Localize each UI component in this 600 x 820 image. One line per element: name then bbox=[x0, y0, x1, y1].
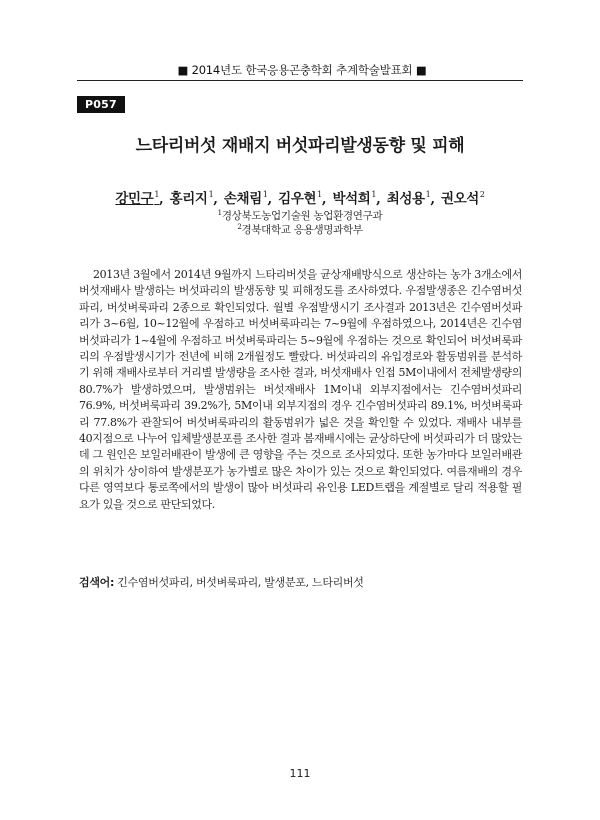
author-affiliation-mark: 1 bbox=[154, 190, 160, 199]
header-rule bbox=[77, 80, 523, 81]
affiliation bbox=[60, 208, 540, 223]
abstract-body: 2013년 3월에서 2014년 9월까지 느타리버섯을 균상재배방식으로 생산하는 농가 3개소에서 버섯재배사 발생하는 버섯파리의 발생동향 및 피해정도를 조사하였다. 우점발생종은 긴수염버섯파리, 버섯벼룩파리 2종으로 확인되었다. 월별 우점발생시기 조사결과 2013년은 긴수염버섯파리가 3~6월, 10~12월에 우점하고 버섯벼룩파리는 7~9월에 우점하였으나, 2014년은 긴수염버섯파리가 1~4월에 우점하고 버섯벼룩파리는 5~9월에 우점하는 것으로 확인되어 버섯벼룩파리의 우점발생시기가 전년에 비해 2개월정도 빨랐다. 버섯파리의 유입경로와 활동범위를 분석하기 위해 재배사로부터 거리별 발생량을 조사한 결과, 버섯재배사 인접 5M이내에서 전체발생량의 80.7%가 발생하였으며, 발생범위는 버섯재배사 1M이내 외부지점에서는 긴수염버섯파리 76.9%, 버섯벼룩파리 39.2%가, 5M이내 외부지점의 경우 긴수염버섯파리 89.1%, 버섯벼룩파리 77.8%가 관찰되어 버섯벼룩파리의 활동범위가 넓은 것을 확인할 수 있었다. 재배사 내부를 40지점으로 나누어 입체발생분포를 조사한 결과 봄재배시에는 균상하단에 버섯파리가 더 많았는데 그 원인은 보일러배관이 발생에 큰 영향을 주는 것으로 조사되었다. 또한 농가마다 보일러배관의 위치가 상이하여 발생분포가 농가별로 많은 차이가 있는 것으로 확인되었다. 여름재배의 경우 다른 영역보다 통로쪽에서의 발생이 많아 버섯파리 유인용 LED트랩을 계절별로 달리 적용할 필요가 있을 것으로 판단되었다. bbox=[79, 268, 522, 511]
author-name: 김우현 bbox=[278, 191, 317, 207]
keywords-label: 검색어: bbox=[79, 576, 115, 589]
author-name: 박석희 bbox=[332, 191, 371, 207]
author bbox=[387, 191, 431, 207]
author bbox=[441, 191, 485, 207]
author bbox=[115, 191, 159, 207]
conference-header: ■ 2014년도 한국응용곤충학회 추계학술발표회 ■ bbox=[177, 63, 427, 77]
poster-id-badge: P057 bbox=[77, 96, 125, 113]
author-name: 홍리지 bbox=[169, 191, 208, 207]
author bbox=[224, 191, 268, 207]
author-name: 손채림 bbox=[223, 191, 262, 207]
affiliation-text: 경북대학교 응용생명과학부 bbox=[241, 224, 363, 236]
author bbox=[332, 191, 376, 207]
author-affiliation-mark: 1 bbox=[317, 190, 322, 199]
affiliation-text: 경상북도농업기술원 농업환경연구과 bbox=[221, 210, 383, 222]
author bbox=[278, 191, 322, 207]
author-name: 강민구 bbox=[115, 191, 154, 207]
paper-title: 느타리버섯 재배지 버섯파리발생동향 및 피해 bbox=[135, 136, 465, 156]
affiliation-mark: 2 bbox=[237, 223, 242, 231]
author-name: 권오석 bbox=[440, 191, 479, 207]
affiliation bbox=[60, 222, 540, 237]
affiliation-mark: 1 bbox=[217, 209, 222, 217]
author-name: 최성용 bbox=[386, 191, 425, 207]
author-affiliation-mark: 1 bbox=[208, 190, 214, 199]
author-affiliation-mark: 1 bbox=[262, 190, 268, 199]
author-affiliation-mark: 1 bbox=[371, 190, 377, 199]
keywords-text: 긴수염버섯파리, 버섯벼룩파리, 발생분포, 느타리버섯 bbox=[117, 576, 364, 589]
keywords bbox=[79, 574, 522, 590]
page-number: 111 bbox=[289, 767, 311, 780]
author-affiliation-mark: 2 bbox=[479, 190, 485, 199]
author-affiliation-mark: 1 bbox=[425, 190, 431, 199]
author-list: 강민구$^1$, 홍리지$^1$, 손채림$^1$, 김우현$^1$, 박석희$^1$, 최성용$^1$, 권오석$^2$ bbox=[115, 190, 485, 207]
author bbox=[170, 191, 214, 207]
